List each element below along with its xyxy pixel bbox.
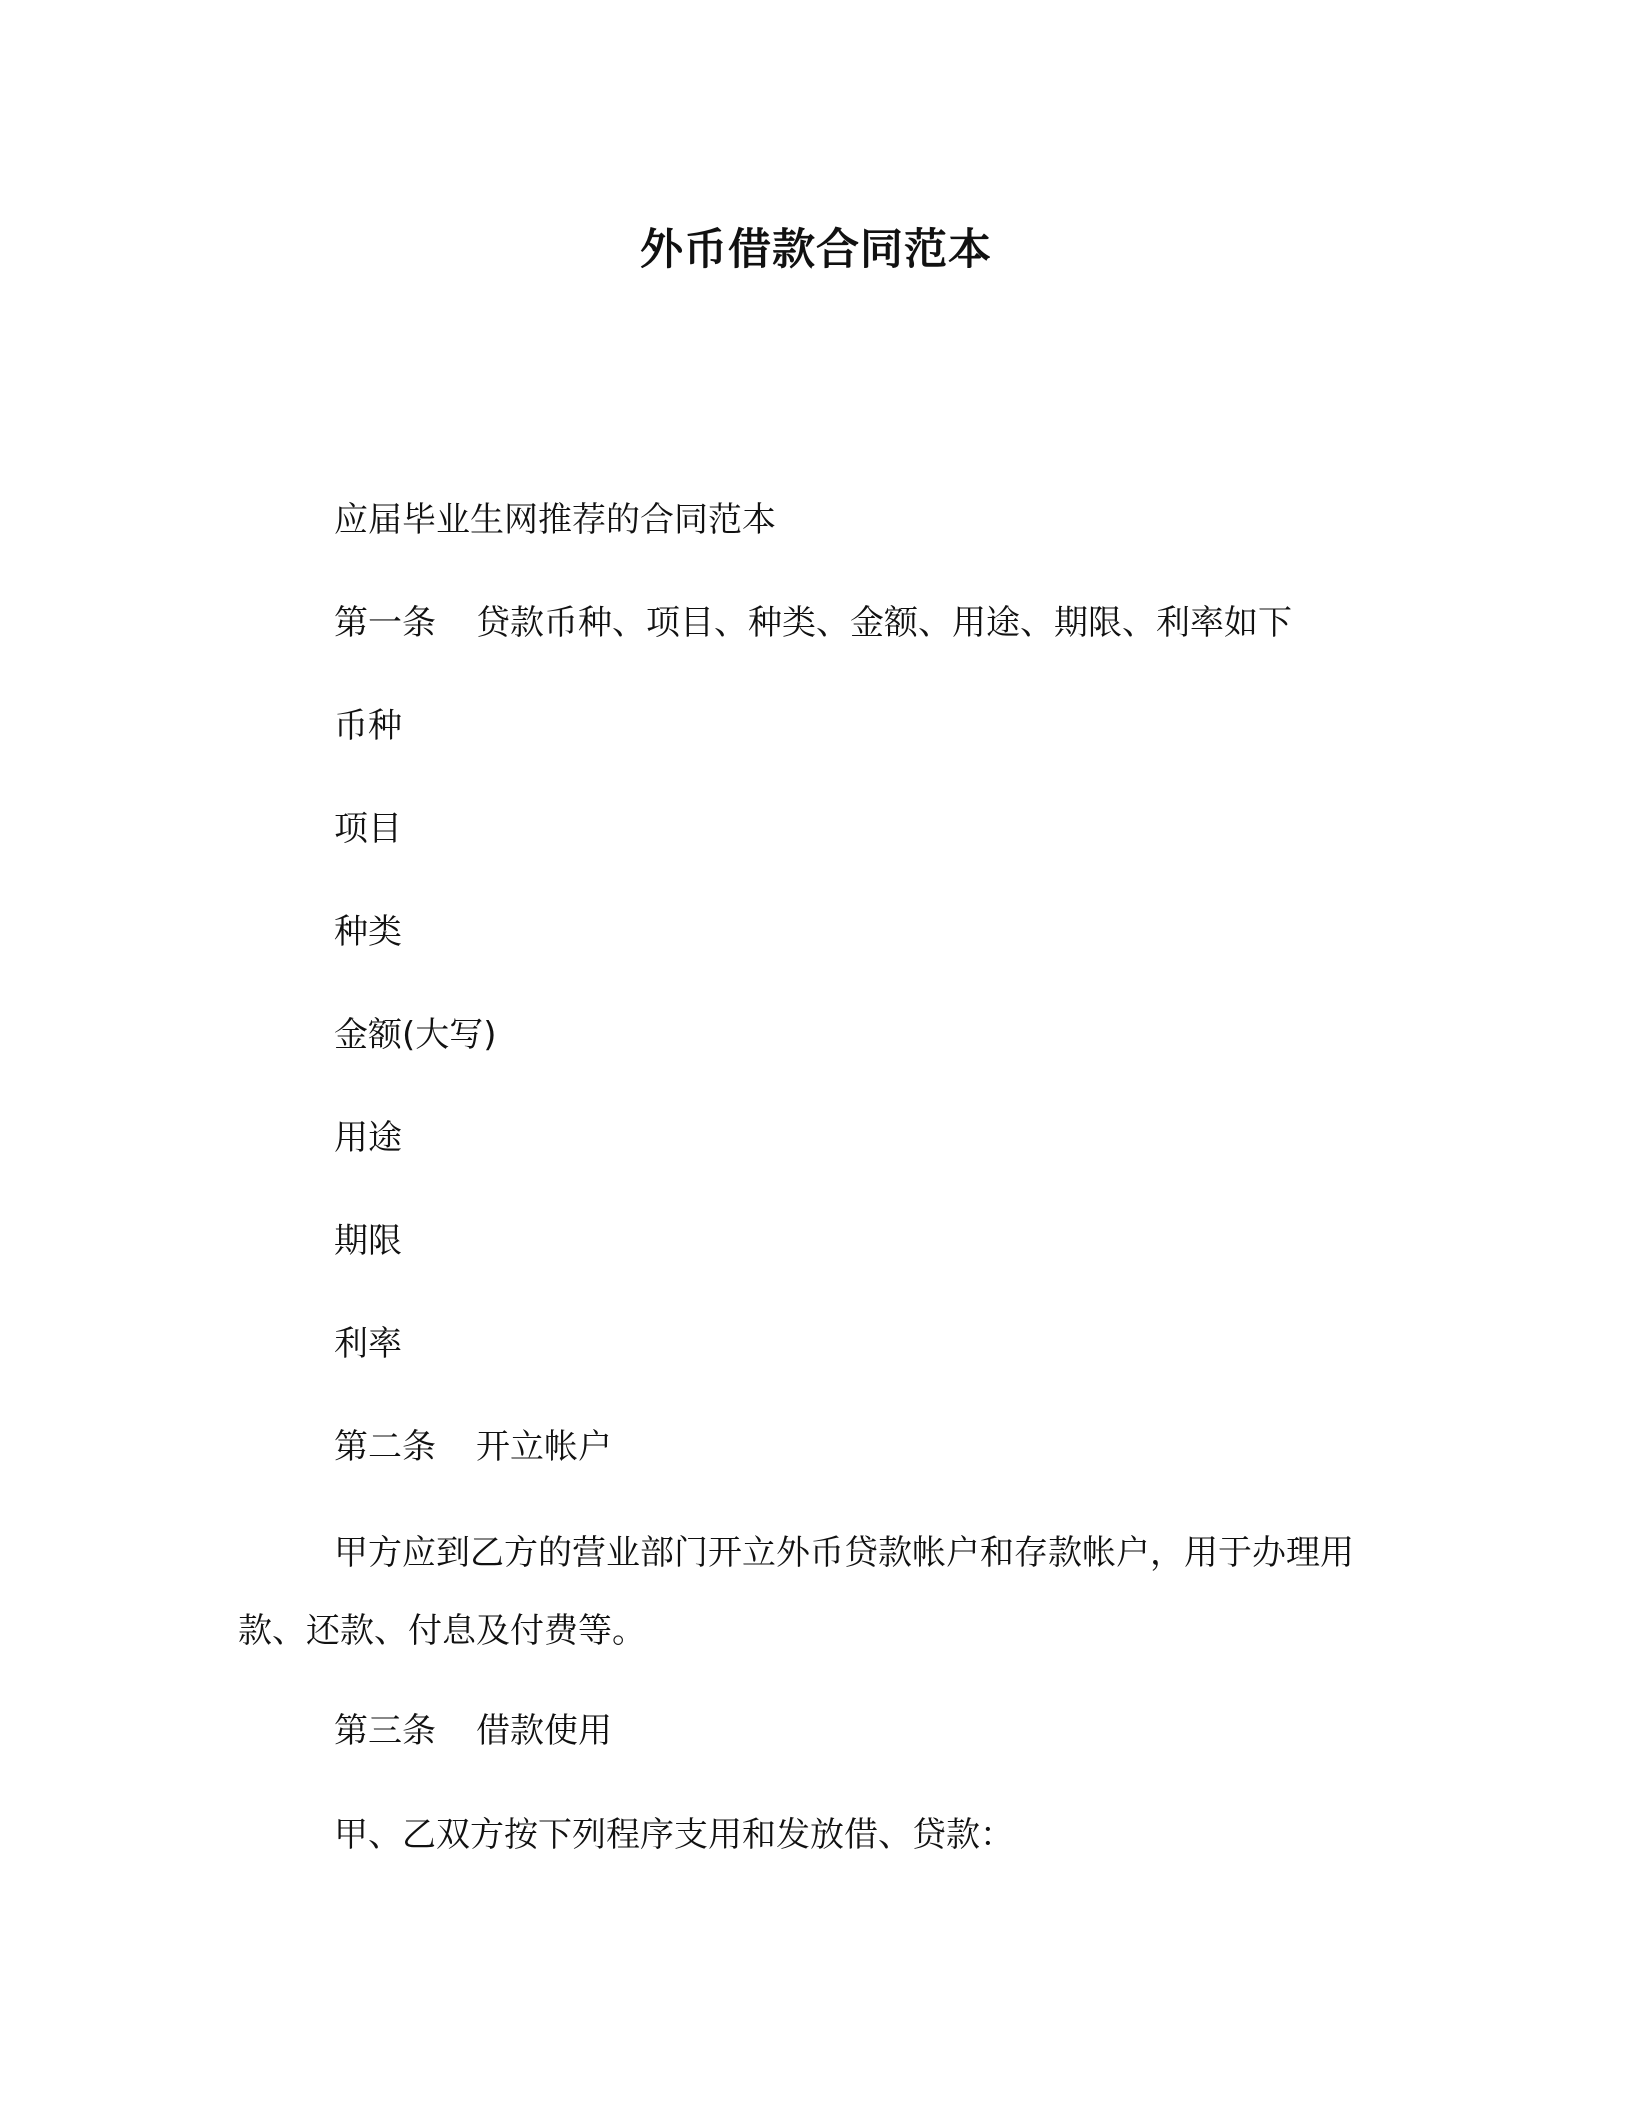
article-3-heading: 第三条 xyxy=(334,1711,436,1751)
document-subtitle: 应届毕业生网推荐的合同范本 xyxy=(334,500,776,540)
article-1-heading: 第一条 xyxy=(334,603,436,643)
article-3-line xyxy=(334,1707,612,1755)
field-interest-rate: 利率 xyxy=(334,1324,402,1364)
article-2-heading: 第二条 xyxy=(334,1427,436,1467)
field-currency: 币种 xyxy=(334,706,402,746)
article-3-body: 甲、乙双方按下列程序支用和发放借、贷款： xyxy=(334,1815,1014,1855)
field-project: 项目 xyxy=(334,809,402,849)
article-3-text: 借款使用 xyxy=(476,1711,612,1751)
field-term: 期限 xyxy=(334,1221,402,1261)
article-2-body: 甲方应到乙方的营业部门开立外币贷款帐户和存款帐户，用于办理用款、还款、付息及付费等。 xyxy=(238,1533,1354,1651)
field-purpose: 用途 xyxy=(334,1118,402,1158)
field-amount: 金额(大写) xyxy=(334,1015,497,1055)
article-2-line xyxy=(334,1423,612,1471)
document-title: 外币借款合同范本 xyxy=(640,225,992,275)
article-2-text: 开立帐户 xyxy=(476,1427,612,1467)
article-1-line xyxy=(334,599,1292,647)
field-type: 种类 xyxy=(334,912,402,952)
article-1-text: 贷款币种、项目、种类、金额、用途、期限、利率如下 xyxy=(476,603,1292,643)
